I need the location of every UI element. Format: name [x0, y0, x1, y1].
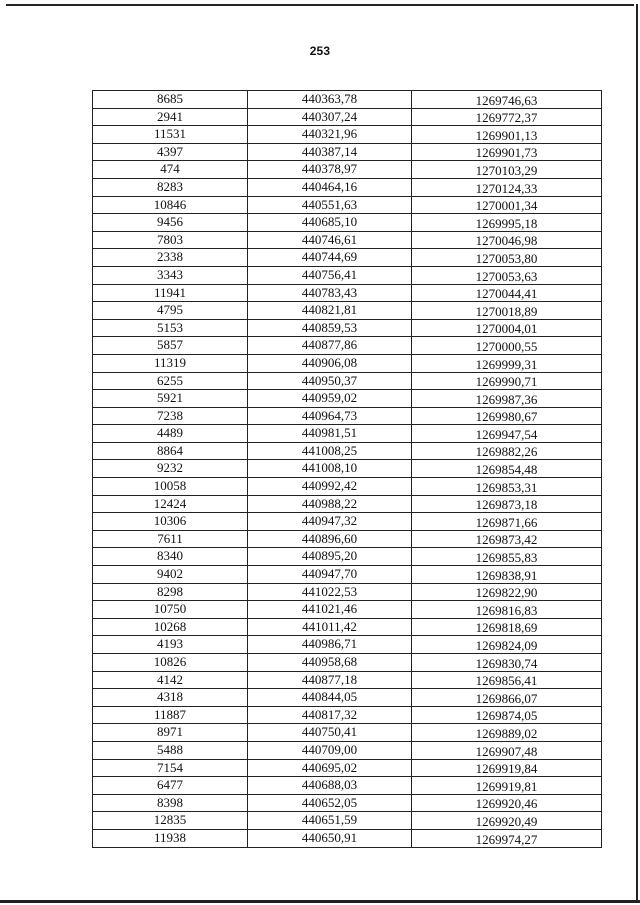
y-coordinate-cell: 1269866,07 [412, 689, 602, 707]
x-coordinate-cell: 440947,70 [248, 566, 412, 584]
y-coordinate-cell: 1269822,90 [412, 583, 602, 601]
x-coordinate-cell: 441008,10 [248, 460, 412, 478]
x-coordinate-cell: 440950,37 [248, 372, 412, 390]
point-number-cell: 11941 [93, 284, 248, 302]
table-row [93, 812, 602, 830]
x-coordinate-cell: 440651,59 [248, 812, 412, 830]
x-coordinate-cell: 440981,51 [248, 425, 412, 443]
x-coordinate-cell: 440877,18 [248, 671, 412, 689]
x-coordinate-cell: 440387,14 [248, 143, 412, 161]
point-number-cell: 8298 [93, 583, 248, 601]
y-coordinate-cell: 1269920,49 [412, 812, 602, 830]
table-row [93, 231, 602, 249]
x-coordinate-cell: 440877,86 [248, 337, 412, 355]
point-number-cell: 10846 [93, 196, 248, 214]
table-row [93, 566, 602, 584]
x-coordinate-cell: 440844,05 [248, 689, 412, 707]
x-coordinate-cell: 441021,46 [248, 601, 412, 619]
x-coordinate-cell: 440992,42 [248, 478, 412, 496]
point-number-cell: 2941 [93, 108, 248, 126]
table-row [93, 654, 602, 672]
point-number-cell: 2338 [93, 249, 248, 267]
table-row [93, 425, 602, 443]
table-row [93, 407, 602, 425]
table-row [93, 618, 602, 636]
point-number-cell: 6255 [93, 372, 248, 390]
y-coordinate-cell: 1269874,05 [412, 706, 602, 724]
table-row [93, 390, 602, 408]
y-coordinate-cell: 1270124,33 [412, 178, 602, 196]
point-number-cell: 11938 [93, 829, 248, 847]
y-coordinate-cell: 1269838,91 [412, 566, 602, 584]
point-number-cell: 9456 [93, 214, 248, 232]
table-row [93, 372, 602, 390]
point-number-cell: 7803 [93, 231, 248, 249]
table-row [93, 478, 602, 496]
x-coordinate-cell: 440817,32 [248, 706, 412, 724]
x-coordinate-cell: 440821,81 [248, 302, 412, 320]
table-row [93, 319, 602, 337]
point-number-cell: 10306 [93, 513, 248, 531]
y-coordinate-cell: 1269980,67 [412, 407, 602, 425]
table-row [93, 706, 602, 724]
y-coordinate-cell: 1269999,31 [412, 354, 602, 372]
y-coordinate-cell: 1270103,29 [412, 161, 602, 179]
point-number-cell: 8971 [93, 724, 248, 742]
x-coordinate-cell: 440709,00 [248, 741, 412, 759]
x-coordinate-cell: 440746,61 [248, 231, 412, 249]
x-coordinate-cell: 440947,32 [248, 513, 412, 531]
x-coordinate-cell: 441011,42 [248, 618, 412, 636]
y-coordinate-cell: 1269920,46 [412, 794, 602, 812]
y-coordinate-cell: 1269919,81 [412, 777, 602, 795]
page-edge-bottom [0, 900, 640, 903]
y-coordinate-cell: 1270004,01 [412, 319, 602, 337]
table-row [93, 354, 602, 372]
y-coordinate-cell: 1269873,42 [412, 530, 602, 548]
point-number-cell: 5921 [93, 390, 248, 408]
x-coordinate-cell: 440652,05 [248, 794, 412, 812]
x-coordinate-cell: 440959,02 [248, 390, 412, 408]
point-number-cell: 10750 [93, 601, 248, 619]
table-row [93, 302, 602, 320]
y-coordinate-cell: 1269818,69 [412, 618, 602, 636]
table-row [93, 583, 602, 601]
table-row [93, 530, 602, 548]
table-row [93, 143, 602, 161]
y-coordinate-cell: 1270046,98 [412, 231, 602, 249]
y-coordinate-cell: 1269853,31 [412, 478, 602, 496]
y-coordinate-cell: 1269824,09 [412, 636, 602, 654]
y-coordinate-cell: 1269855,83 [412, 548, 602, 566]
y-coordinate-cell: 1269746,63 [412, 91, 602, 109]
point-number-cell: 3343 [93, 266, 248, 284]
x-coordinate-cell: 440744,69 [248, 249, 412, 267]
table-row [93, 548, 602, 566]
x-coordinate-cell: 440378,97 [248, 161, 412, 179]
point-number-cell: 9402 [93, 566, 248, 584]
y-coordinate-cell: 1269830,74 [412, 654, 602, 672]
x-coordinate-cell: 440685,10 [248, 214, 412, 232]
table-row [93, 337, 602, 355]
table-row [93, 284, 602, 302]
page-edge-top [6, 4, 634, 6]
y-coordinate-cell: 1270018,89 [412, 302, 602, 320]
point-number-cell: 10268 [93, 618, 248, 636]
y-coordinate-cell: 1270001,34 [412, 196, 602, 214]
x-coordinate-cell: 440986,71 [248, 636, 412, 654]
point-number-cell: 4193 [93, 636, 248, 654]
table-row [93, 601, 602, 619]
point-number-cell: 8340 [93, 548, 248, 566]
point-number-cell: 4142 [93, 671, 248, 689]
point-number-cell: 11531 [93, 126, 248, 144]
table-row [93, 214, 602, 232]
table-row [93, 777, 602, 795]
point-number-cell: 4795 [93, 302, 248, 320]
table-row [93, 495, 602, 513]
table-row [93, 108, 602, 126]
y-coordinate-cell: 1269901,13 [412, 126, 602, 144]
table-row [93, 91, 602, 109]
x-coordinate-cell: 440307,24 [248, 108, 412, 126]
table-row [93, 161, 602, 179]
y-coordinate-cell: 1269919,84 [412, 759, 602, 777]
x-coordinate-cell: 440321,96 [248, 126, 412, 144]
y-coordinate-cell: 1269856,41 [412, 671, 602, 689]
y-coordinate-cell: 1270044,41 [412, 284, 602, 302]
point-number-cell: 4397 [93, 143, 248, 161]
table-body [93, 91, 602, 848]
point-number-cell: 5153 [93, 319, 248, 337]
x-coordinate-cell: 440695,02 [248, 759, 412, 777]
y-coordinate-cell: 1269901,73 [412, 143, 602, 161]
x-coordinate-cell: 440783,43 [248, 284, 412, 302]
y-coordinate-cell: 1270000,55 [412, 337, 602, 355]
table-row [93, 689, 602, 707]
x-coordinate-cell: 440964,73 [248, 407, 412, 425]
table-row [93, 724, 602, 742]
x-coordinate-cell: 440688,03 [248, 777, 412, 795]
page-edge-right [636, 4, 638, 901]
page-number: 253 [309, 44, 331, 58]
point-number-cell: 7238 [93, 407, 248, 425]
table-row [93, 249, 602, 267]
x-coordinate-cell: 440906,08 [248, 354, 412, 372]
table-row [93, 636, 602, 654]
point-number-cell: 5857 [93, 337, 248, 355]
point-number-cell: 8864 [93, 442, 248, 460]
x-coordinate-cell: 440958,68 [248, 654, 412, 672]
x-coordinate-cell: 440895,20 [248, 548, 412, 566]
y-coordinate-cell: 1269987,36 [412, 390, 602, 408]
y-coordinate-cell: 1269974,27 [412, 829, 602, 847]
x-coordinate-cell: 440750,41 [248, 724, 412, 742]
point-number-cell: 7611 [93, 530, 248, 548]
table-row [93, 829, 602, 847]
y-coordinate-cell: 1269871,66 [412, 513, 602, 531]
y-coordinate-cell: 1269995,18 [412, 214, 602, 232]
x-coordinate-cell: 440464,16 [248, 178, 412, 196]
table-row [93, 126, 602, 144]
x-coordinate-cell: 441022,53 [248, 583, 412, 601]
coordinates-table [92, 90, 602, 848]
x-coordinate-cell: 440650,91 [248, 829, 412, 847]
x-coordinate-cell: 440363,78 [248, 91, 412, 109]
point-number-cell: 474 [93, 161, 248, 179]
point-number-cell: 8283 [93, 178, 248, 196]
y-coordinate-cell: 1270053,63 [412, 266, 602, 284]
table-row [93, 266, 602, 284]
y-coordinate-cell: 1269889,02 [412, 724, 602, 742]
point-number-cell: 10058 [93, 478, 248, 496]
point-number-cell: 8398 [93, 794, 248, 812]
y-coordinate-cell: 1269816,83 [412, 601, 602, 619]
point-number-cell: 11319 [93, 354, 248, 372]
point-number-cell: 5488 [93, 741, 248, 759]
table-row [93, 196, 602, 214]
x-coordinate-cell: 440859,53 [248, 319, 412, 337]
y-coordinate-cell: 1269873,18 [412, 495, 602, 513]
table-row [93, 671, 602, 689]
point-number-cell: 9232 [93, 460, 248, 478]
point-number-cell: 7154 [93, 759, 248, 777]
table-row [93, 178, 602, 196]
point-number-cell: 12424 [93, 495, 248, 513]
y-coordinate-cell: 1269882,26 [412, 442, 602, 460]
y-coordinate-cell: 1269907,48 [412, 741, 602, 759]
x-coordinate-cell: 440896,60 [248, 530, 412, 548]
x-coordinate-cell: 440756,41 [248, 266, 412, 284]
x-coordinate-cell: 440551,63 [248, 196, 412, 214]
point-number-cell: 10826 [93, 654, 248, 672]
y-coordinate-cell: 1269990,71 [412, 372, 602, 390]
table-row [93, 442, 602, 460]
y-coordinate-cell: 1269947,54 [412, 425, 602, 443]
point-number-cell: 4318 [93, 689, 248, 707]
table-row [93, 513, 602, 531]
y-coordinate-cell: 1269772,37 [412, 108, 602, 126]
point-number-cell: 12835 [93, 812, 248, 830]
table-row [93, 794, 602, 812]
x-coordinate-cell: 440988,22 [248, 495, 412, 513]
y-coordinate-cell: 1270053,80 [412, 249, 602, 267]
table-row [93, 759, 602, 777]
table-row [93, 460, 602, 478]
x-coordinate-cell: 441008,25 [248, 442, 412, 460]
table-row [93, 741, 602, 759]
y-coordinate-cell: 1269854,48 [412, 460, 602, 478]
point-number-cell: 8685 [93, 91, 248, 109]
point-number-cell: 4489 [93, 425, 248, 443]
point-number-cell: 11887 [93, 706, 248, 724]
point-number-cell: 6477 [93, 777, 248, 795]
